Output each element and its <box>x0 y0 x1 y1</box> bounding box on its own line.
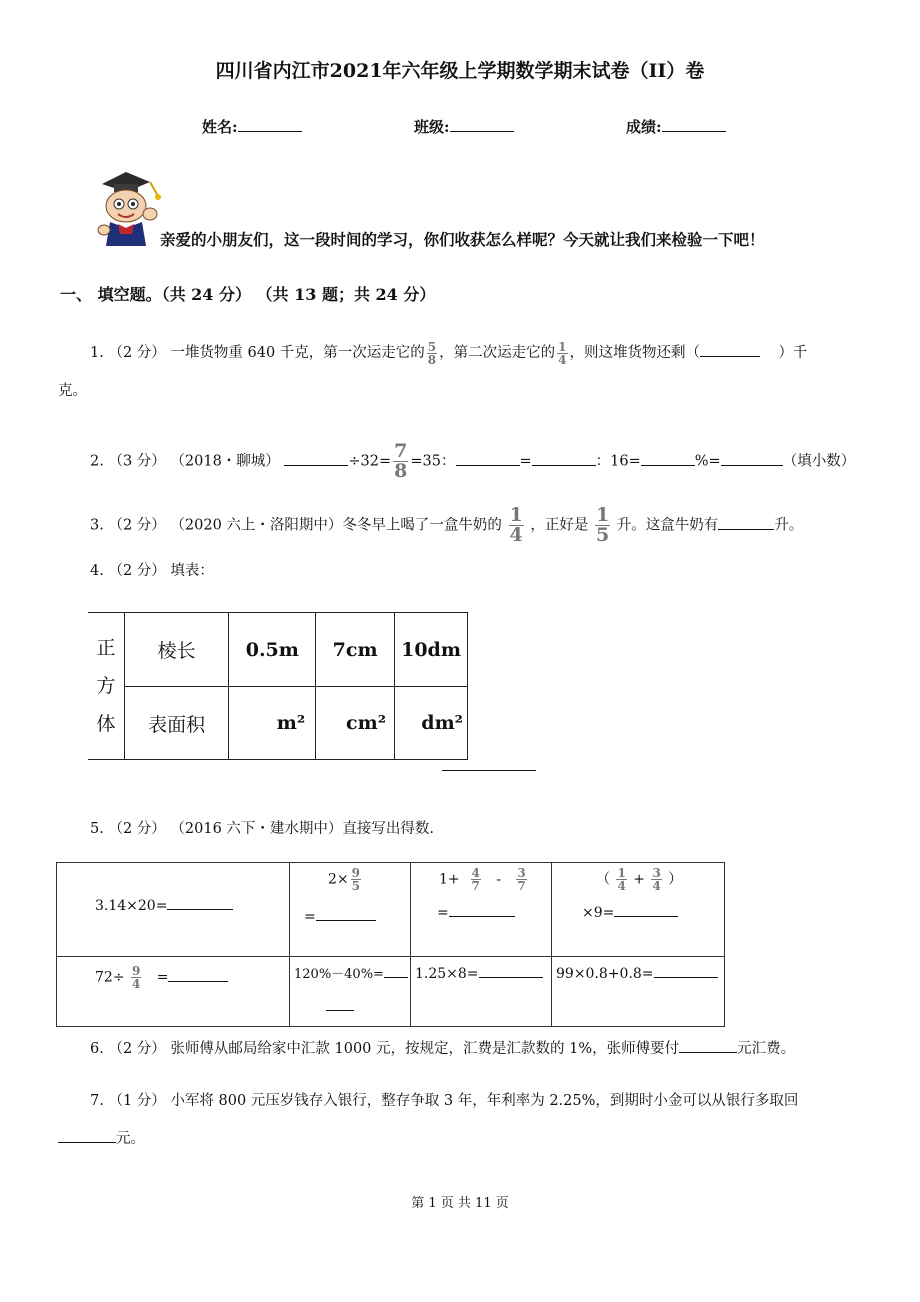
name-label: 姓名: <box>202 118 238 136</box>
math-cell: 3.14×20= <box>57 863 290 957</box>
math-cell: 120%－40%= <box>290 957 411 1027</box>
answer-blank[interactable] <box>326 996 354 1011</box>
class-field[interactable] <box>414 116 514 137</box>
question-3 <box>90 506 880 545</box>
edge-cell: 0.5m <box>229 613 316 687</box>
math-cell: 1.25×8= <box>411 957 552 1027</box>
question-7: 7. （1 分） 小军将 800 元压岁钱存入银行，整存争取 3 年，年利率为 2.25%，到期时小金可以从银行多取回 <box>90 1093 799 1109</box>
math-cell: （ $\frac{1}{4}$ + $\frac{3}{4}$ ） ×9= <box>552 863 725 957</box>
q6-end-text: 元汇费。 <box>737 1041 796 1057</box>
fraction: $\frac{5}{8}$ <box>427 339 437 367</box>
fraction: $\frac{9}{5}$ <box>351 866 360 893</box>
fraction: $\frac{1}{4}$ <box>558 339 567 367</box>
q3-text-b: ，正好是 <box>530 517 589 534</box>
q2-text-e: ：16= <box>595 453 641 470</box>
q3-text-a: 3. （2 分） （2020 六上・洛阳期中）冬冬早上喝了一盒牛奶的 <box>90 517 502 534</box>
answer-blank[interactable] <box>614 902 678 917</box>
answer-blank[interactable] <box>721 451 783 466</box>
q2-text-d: = <box>519 453 532 470</box>
q3-text-c: 升。这盒牛奶有 <box>616 517 719 534</box>
answer-blank[interactable] <box>168 967 228 982</box>
answer-blank[interactable] <box>58 1128 116 1143</box>
q3-text-d: 升。 <box>774 517 804 534</box>
q2-text-a: 2. （3 分） （2018・聊城） <box>90 453 280 470</box>
answer-blank[interactable] <box>167 895 233 910</box>
answer-blank[interactable] <box>316 906 376 921</box>
fraction: $\frac{1}{4}$ <box>509 504 523 546</box>
q2-text-b: ÷32= <box>348 453 392 470</box>
q2-text-g: （填小数） <box>782 453 856 470</box>
q7-end-text: 元。 <box>116 1131 145 1147</box>
page-footer: 第 1 页 共 11 页 <box>411 1196 509 1211</box>
answer-blank[interactable] <box>456 451 520 466</box>
area-header: 表面积 <box>124 687 229 760</box>
name-field[interactable] <box>202 116 302 137</box>
question-4: 4. （2 分） 填表： <box>90 563 214 579</box>
answer-blank[interactable] <box>284 451 348 466</box>
cube-table <box>88 612 468 760</box>
q1-text-b: ，第二次运走它的 <box>439 345 556 361</box>
question-6 <box>90 1036 880 1062</box>
area-cell[interactable]: dm² <box>395 687 468 760</box>
fraction: $\frac{9}{4}$ <box>132 964 141 991</box>
section-heading: 一、 填空题。（共 24 分） （共 13 题；共 24 分） <box>60 285 436 304</box>
edge-cell: 10dm <box>395 613 468 687</box>
answer-blank[interactable] <box>654 963 718 978</box>
math-cell: 99×0.8+0.8= <box>552 957 725 1027</box>
score-label: 成绩: <box>626 118 662 136</box>
answer-blank[interactable] <box>700 342 760 357</box>
answer-blank[interactable] <box>641 451 695 466</box>
answer-blank[interactable] <box>449 902 515 917</box>
area-cell[interactable]: m² <box>229 687 316 760</box>
edge-header: 棱长 <box>124 613 229 687</box>
fraction: $\frac{1}{4}$ <box>617 866 626 893</box>
mascot-doctor-image <box>88 170 170 248</box>
q1-text-c: ，则这堆货物还剩（ <box>569 345 700 361</box>
fraction: $\frac{3}{7}$ <box>517 866 526 893</box>
q2-text-f: %= <box>694 453 721 470</box>
answer-blank[interactable] <box>442 770 536 771</box>
answer-blank[interactable] <box>384 963 408 978</box>
q1-text-a: 1. （2 分） 一堆货物重 640 千克，第一次运走它的 <box>90 345 425 361</box>
class-label: 班级: <box>414 118 450 136</box>
q1-text-d: ）千 <box>778 345 808 361</box>
answer-blank[interactable] <box>679 1038 737 1053</box>
page-title: 四川省内江市2021年六年级上学期数学期末试卷（II）卷 <box>215 60 705 82</box>
fraction: $\frac{3}{4}$ <box>652 866 661 893</box>
mental-math-table <box>56 862 725 1027</box>
fraction: $\frac{7}{8}$ <box>394 440 408 482</box>
score-field[interactable] <box>626 116 726 137</box>
cube-label: 正 方 体 <box>88 613 124 760</box>
q6-text: 6. （2 分） 张师傅从邮局给家中汇款 1000 元，按规定，汇费是汇款数的 1%，张师傅要付 <box>90 1041 680 1057</box>
fraction: $\frac{1}{5}$ <box>595 504 610 546</box>
q1-text-e: 克。 <box>58 383 87 399</box>
q7-continuation <box>58 1126 145 1152</box>
question-5: 5. （2 分） （2016 六下・建水期中）直接写出得数. <box>90 821 435 837</box>
area-cell[interactable]: cm² <box>316 687 395 760</box>
q2-text-c: =35： <box>410 453 456 470</box>
math-cell: 2× $\frac{9}{5}$ = <box>290 863 411 957</box>
answer-blank[interactable] <box>479 963 543 978</box>
math-cell: 1+ $\frac{4}{7}$ - $\frac{3}{7}$ = <box>411 863 552 957</box>
answer-blank[interactable] <box>532 451 596 466</box>
edge-cell: 7cm <box>316 613 395 687</box>
fraction: $\frac{4}{7}$ <box>471 866 480 893</box>
math-cell: 72÷ $\frac{9}{4}$ = <box>57 957 290 1027</box>
answer-blank[interactable] <box>718 515 774 530</box>
question-2 <box>90 442 880 481</box>
greeting-text: 亲爱的小朋友们，这一段时间的学习，你们收获怎么样呢？今天就让我们来检验一下吧！ <box>160 230 765 249</box>
question-1 <box>90 340 870 366</box>
